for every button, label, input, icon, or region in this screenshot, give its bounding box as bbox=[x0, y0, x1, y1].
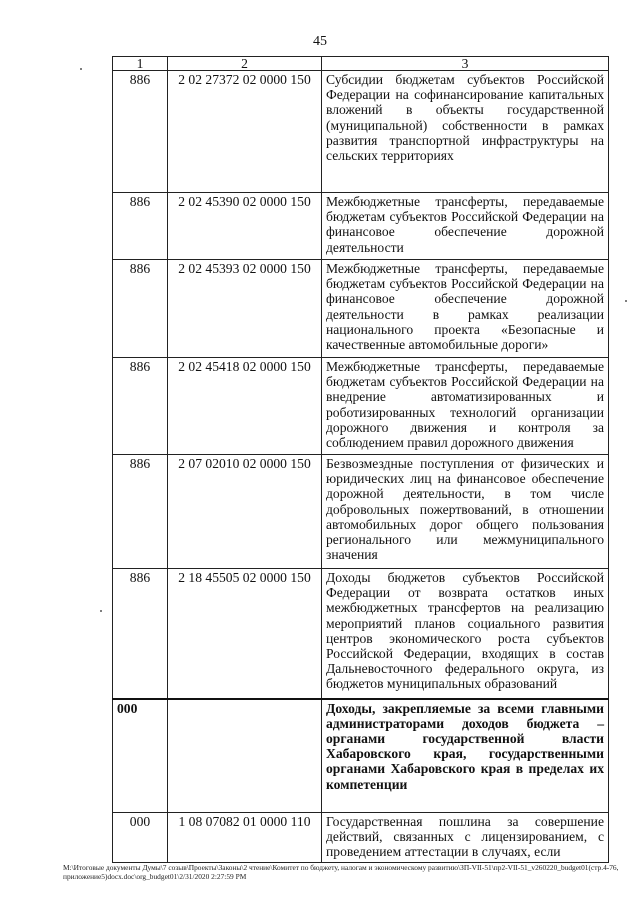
revenue-code: 2 02 45418 02 0000 150 bbox=[168, 358, 322, 455]
table-row bbox=[113, 813, 609, 863]
revenue-code: 2 02 45390 02 0000 150 bbox=[168, 193, 322, 260]
revenue-code-table bbox=[112, 56, 609, 863]
administrator-code: 000 bbox=[113, 813, 168, 863]
scan-speck bbox=[100, 610, 102, 612]
table-row bbox=[113, 569, 609, 699]
revenue-description: Субсидии бюджетам субъектов Российской Федерации на софинансирование капитальных вложений в объекты государственной (муниципальной) собственности в рамках развития транспортной инфраструктуры на сельских территориях bbox=[322, 71, 609, 193]
table-row bbox=[113, 358, 609, 455]
scan-speck bbox=[625, 300, 627, 302]
page-number: 45 bbox=[313, 34, 327, 49]
administrator-code: 886 bbox=[113, 358, 168, 455]
table-row bbox=[113, 193, 609, 260]
revenue-description: Безвозмездные поступления от физических и юридических лиц на финансовое обеспечение дорожной деятельности, в том числе добровольных пожертвований, в отношении автомобильных дорог общего пользования регионального или межмуниципального значения bbox=[322, 455, 609, 569]
administrator-code: 886 bbox=[113, 260, 168, 358]
revenue-code bbox=[168, 699, 322, 813]
file-path-footer: М:\Итоговые документы Думы\7 созыв\Проекты\Законы\2 чтение\Комитет по бюджету, налогам и экономическому развитию\ЗП-VII-51\пр2-VII-51_v260220_budget01(стр.4-76, приложение5)docx.doc\org_budget01\2/31/2020 2:27:59 PM bbox=[63, 863, 619, 881]
revenue-description: Государственная пошлина за совершение действий, связанных с лицензированием, с проведением аттестации в случаях, если bbox=[322, 813, 609, 863]
administrator-code: 886 bbox=[113, 193, 168, 260]
administrator-code: 886 bbox=[113, 455, 168, 569]
revenue-code: 2 02 45393 02 0000 150 bbox=[168, 260, 322, 358]
revenue-description: Межбюджетные трансферты, передаваемые бюджетам субъектов Российской Федерации на финансовое обеспечение дорожной деятельности в рамках реализации национального проекта «Безопасные и качественные автомобильные дороги» bbox=[322, 260, 609, 358]
column-header-2: 2 bbox=[168, 57, 322, 71]
revenue-code: 1 08 07082 01 0000 110 bbox=[168, 813, 322, 863]
revenue-code: 2 07 02010 02 0000 150 bbox=[168, 455, 322, 569]
revenue-code: 2 18 45505 02 0000 150 bbox=[168, 569, 322, 699]
table-row bbox=[113, 260, 609, 358]
table-header-row bbox=[113, 57, 609, 71]
revenue-description: Доходы, закрепляемые за всеми главными администраторами доходов бюджета – органами государственной власти Хабаровского края, государственными органами Хабаровского края в пределах их компетенции bbox=[322, 699, 609, 813]
column-header-3: 3 bbox=[322, 57, 609, 71]
table-row bbox=[113, 71, 609, 193]
administrator-code: 886 bbox=[113, 569, 168, 699]
table-row bbox=[113, 455, 609, 569]
column-header-1: 1 bbox=[113, 57, 168, 71]
administrator-code: 886 bbox=[113, 71, 168, 193]
revenue-description: Доходы бюджетов субъектов Российской Федерации от возврата остатков иных межбюджетных трансфертов на реализацию мероприятий планов социального развития центров экономического роста субъектов Российской Федерации, входящих в состав Дальневосточного федерального округа, из бюджетов муниципальных образований bbox=[322, 569, 609, 699]
scan-speck bbox=[80, 68, 82, 70]
revenue-description: Межбюджетные трансферты, передаваемые бюджетам субъектов Российской Федерации на внедрение автоматизированных и роботизированных технологий организации дорожного движения и контроля за соблюдением правил дорожного движения bbox=[322, 358, 609, 455]
revenue-description: Межбюджетные трансферты, передаваемые бюджетам субъектов Российской Федерации на финансовое обеспечение дорожной деятельности bbox=[322, 193, 609, 260]
revenue-code: 2 02 27372 02 0000 150 bbox=[168, 71, 322, 193]
administrator-code: 000 bbox=[113, 699, 168, 813]
table-row-section-header bbox=[113, 699, 609, 813]
